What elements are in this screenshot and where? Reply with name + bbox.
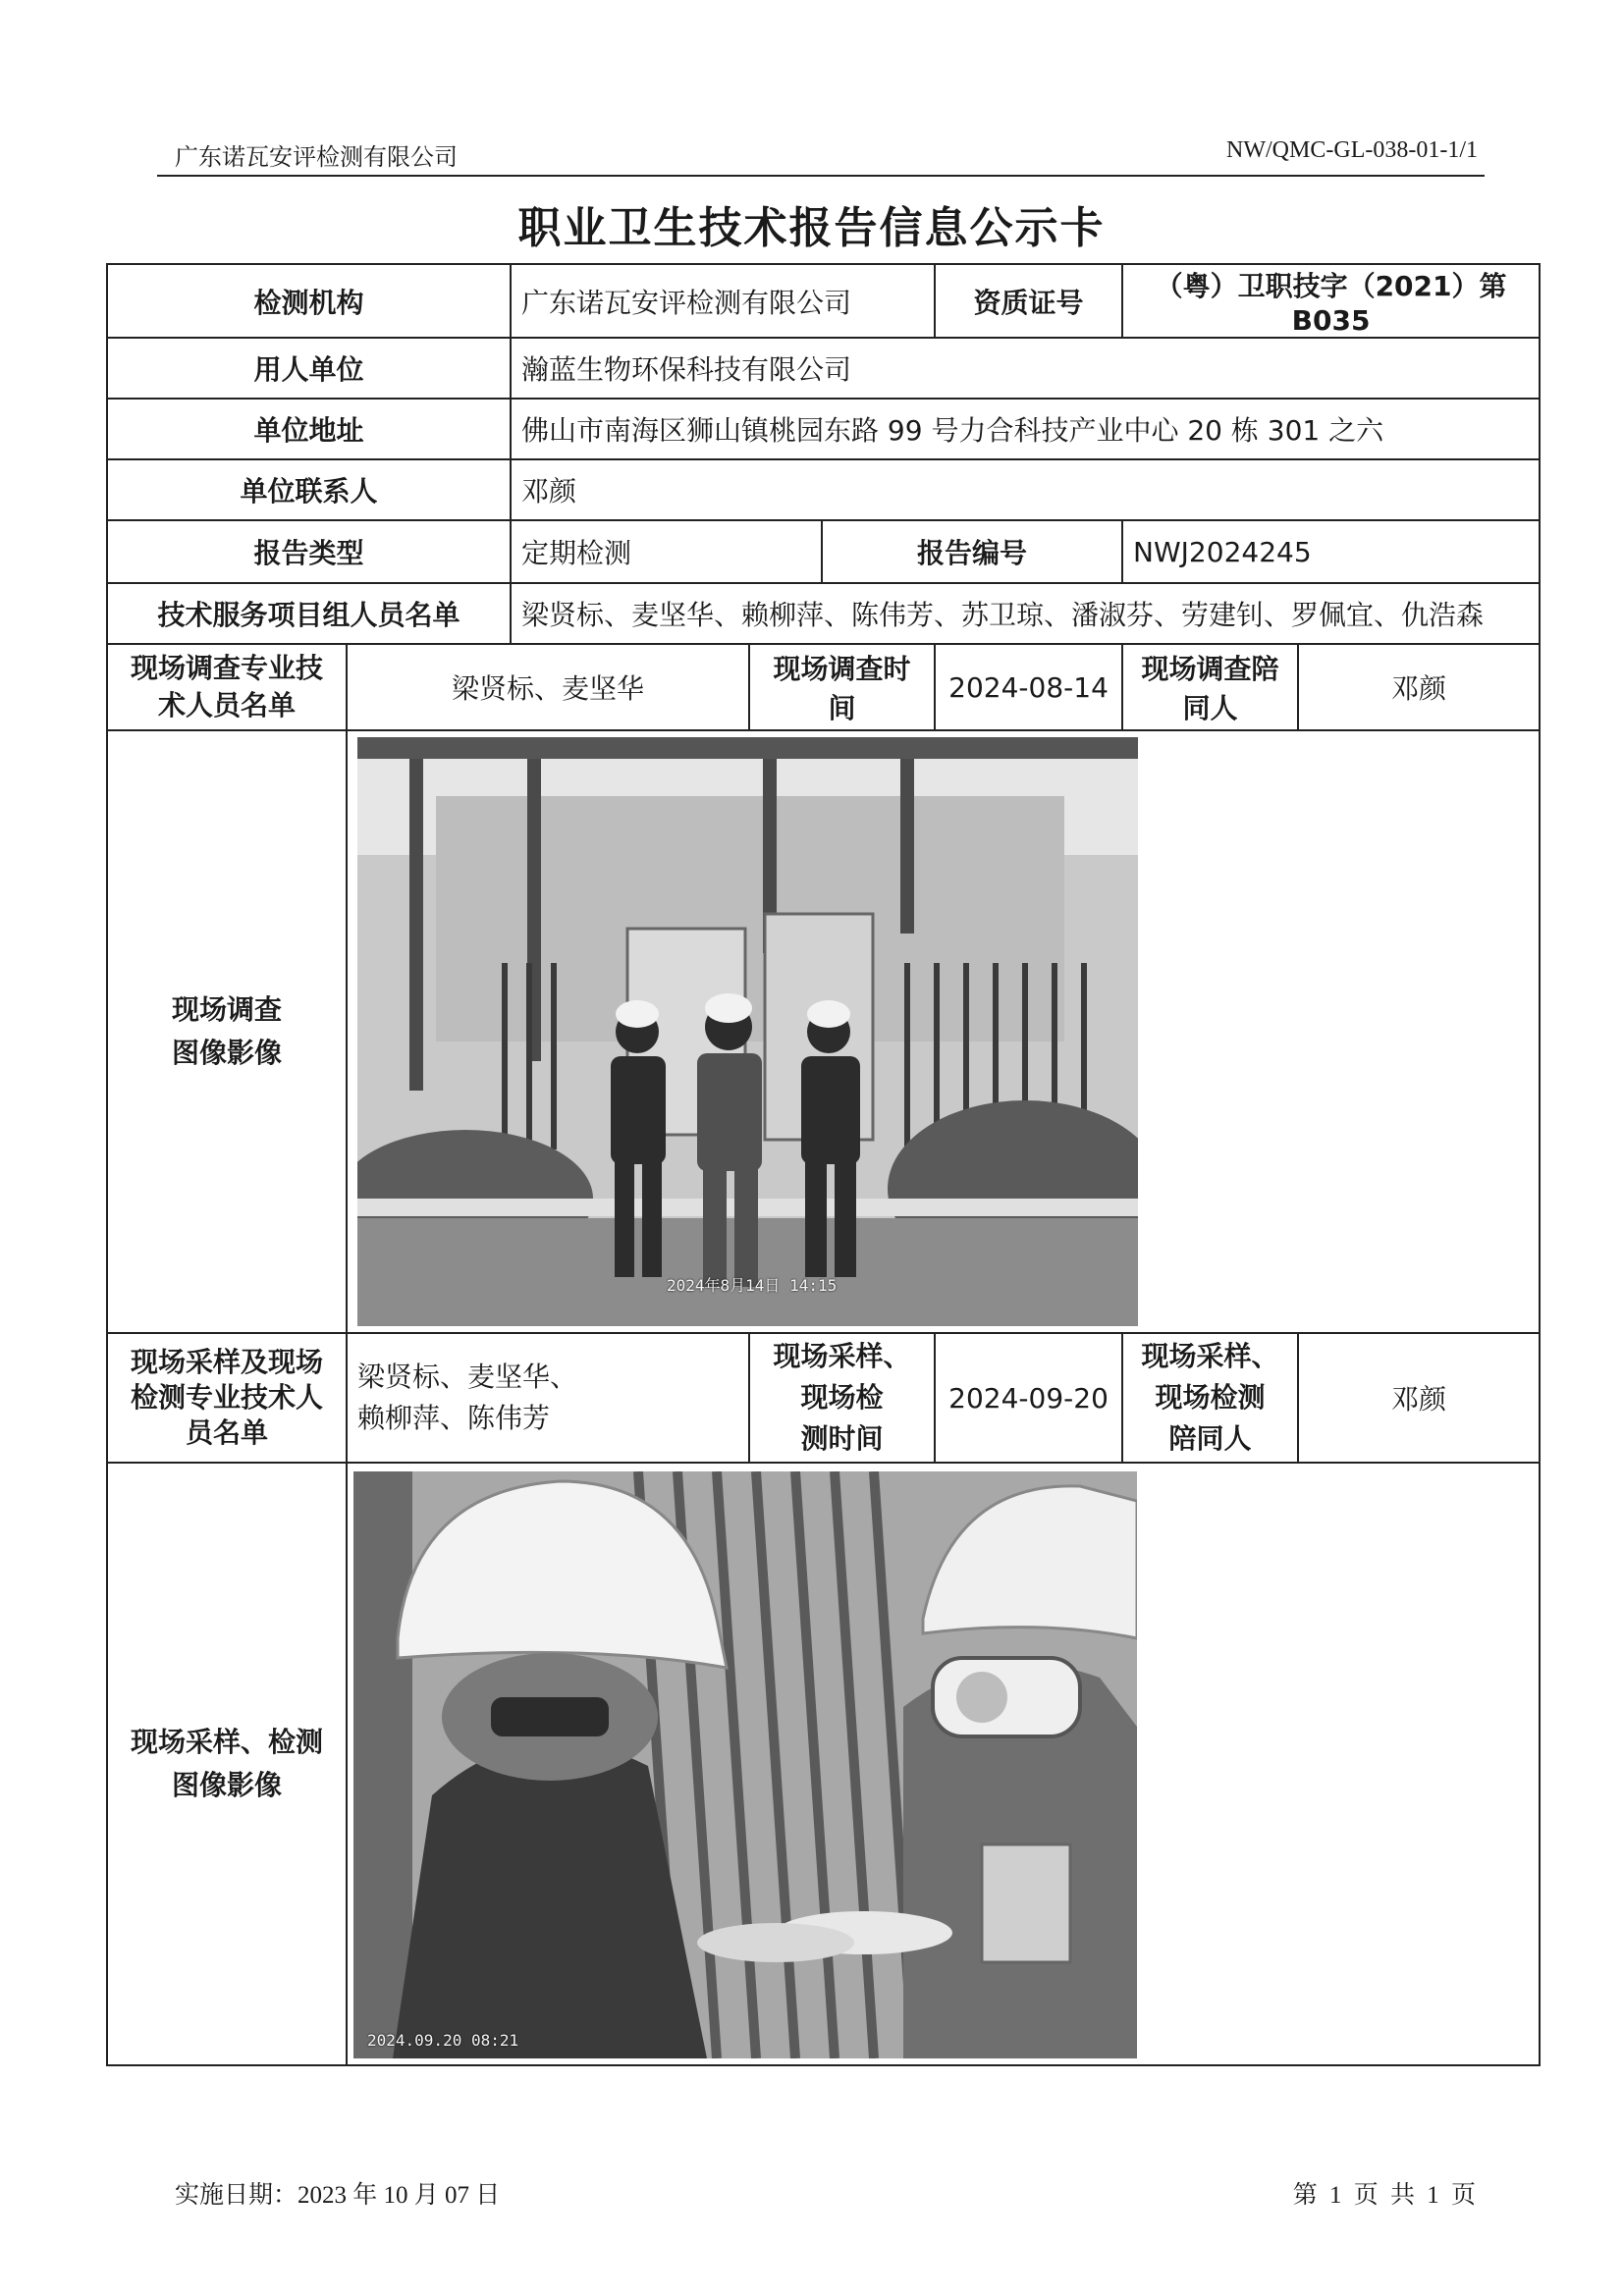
- sampling-photo-label: [107, 1463, 347, 2065]
- report-type-label: 报告类型: [107, 520, 511, 583]
- sampling-time-label-line1: 现场采样、现场检: [773, 1340, 911, 1414]
- sampling-time-label-line2: 测时间: [800, 1422, 884, 1455]
- survey-staff-label: [107, 644, 347, 730]
- sampling-staff-value-line2: 赖柳萍、陈伟芳: [357, 1402, 551, 1434]
- survey-escort-label: 现场调查陪同人: [1122, 644, 1298, 730]
- row-employer: [107, 338, 1540, 399]
- row-address: [107, 399, 1540, 459]
- survey-staff-label-line2: 术人员名单: [157, 689, 296, 721]
- org-label: 检测机构: [107, 264, 511, 338]
- sampling-escort-label-line2: 陪同人: [1168, 1422, 1252, 1455]
- footer-effective-date: 实施日期：2023 年 10 月 07 日: [175, 2182, 501, 2209]
- sampling-staff-value: [347, 1333, 749, 1463]
- sampling-photo-label-line2: 图像影像: [171, 1769, 282, 1801]
- address-label: 单位地址: [107, 399, 511, 459]
- survey-photo-label-line2: 图像影像: [171, 1037, 282, 1069]
- sampling-staff-label: [107, 1333, 347, 1463]
- sampling-staff-label-line2: 检测专业技术人: [130, 1381, 323, 1414]
- row-survey-photo: [107, 730, 1540, 1333]
- report-no-label: 报告编号: [822, 520, 1122, 583]
- contact-label: 单位联系人: [107, 459, 511, 520]
- team-value: 梁贤标、麦坚华、赖柳萍、陈伟芳、苏卫琼、潘淑芬、劳建钊、罗佩宜、仇浩森: [511, 583, 1540, 644]
- footer-page-info: 第 1 页 共 1 页: [1292, 2182, 1476, 2209]
- cert-label: 资质证号: [935, 264, 1122, 338]
- sampling-escort-label-line1: 现场采样、现场检测: [1141, 1340, 1279, 1414]
- sampling-staff-label-line1: 现场采样及现场: [130, 1346, 323, 1378]
- survey-staff-value: 梁贤标、麦坚华: [347, 644, 749, 730]
- sampling-time-label: [749, 1333, 935, 1463]
- info-table: [106, 263, 1541, 2066]
- row-survey-staff: [107, 644, 1540, 730]
- row-sampling-photo: [107, 1463, 1540, 2065]
- sampling-escort-value: 邓颜: [1298, 1333, 1540, 1463]
- sampling-staff-value-line1: 梁贤标、麦坚华、: [357, 1361, 578, 1393]
- header-rule: [157, 175, 1485, 177]
- sampling-time-value: 2024-09-20: [935, 1333, 1122, 1463]
- survey-time-label: 现场调查时间: [749, 644, 935, 730]
- page-title: 职业卫生技术报告信息公示卡: [517, 203, 1106, 253]
- header-doc-code: NW/QMC-GL-038-01-1/1: [1226, 137, 1478, 163]
- sampling-photo: [353, 1471, 1137, 2058]
- address-value: 佛山市南海区狮山镇桃园东路 99 号力合科技产业中心 20 栋 301 之六: [511, 399, 1540, 459]
- contact-value: 邓颜: [511, 459, 1540, 520]
- row-sampling-staff: [107, 1333, 1540, 1463]
- report-no-value: NWJ2024245: [1122, 520, 1540, 583]
- sampling-photo-label-line1: 现场采样、检测: [130, 1726, 323, 1758]
- cert-value: （粤）卫职技字（2021）第 B035: [1122, 264, 1540, 338]
- org-value: 广东诺瓦安评检测有限公司: [511, 264, 935, 338]
- sampling-photo-cell: [347, 1463, 1540, 2065]
- survey-photo-timestamp: 2024年8月14日 14:15: [667, 1276, 838, 1295]
- row-team: [107, 583, 1540, 644]
- row-contact: [107, 459, 1540, 520]
- survey-escort-value: 邓颜: [1298, 644, 1540, 730]
- survey-photo-label-line1: 现场调查: [171, 993, 282, 1026]
- team-label: 技术服务项目组人员名单: [107, 583, 511, 644]
- row-org: [107, 264, 1540, 338]
- employer-label: 用人单位: [107, 338, 511, 399]
- survey-photo: [357, 737, 1138, 1326]
- survey-staff-label-line1: 现场调查专业技: [130, 652, 323, 684]
- sampling-staff-label-line3: 员名单: [185, 1416, 268, 1449]
- sampling-photo-timestamp: 2024.09.20 08:21: [367, 2031, 519, 2050]
- survey-time-value: 2024-08-14: [935, 644, 1122, 730]
- sampling-escort-label: [1122, 1333, 1298, 1463]
- survey-photo-cell: [347, 730, 1540, 1333]
- survey-photo-label: [107, 730, 347, 1333]
- report-type-value: 定期检测: [511, 520, 822, 583]
- employer-value: 瀚蓝生物环保科技有限公司: [511, 338, 1540, 399]
- header-company: 广东诺瓦安评检测有限公司: [175, 143, 458, 171]
- row-report: [107, 520, 1540, 583]
